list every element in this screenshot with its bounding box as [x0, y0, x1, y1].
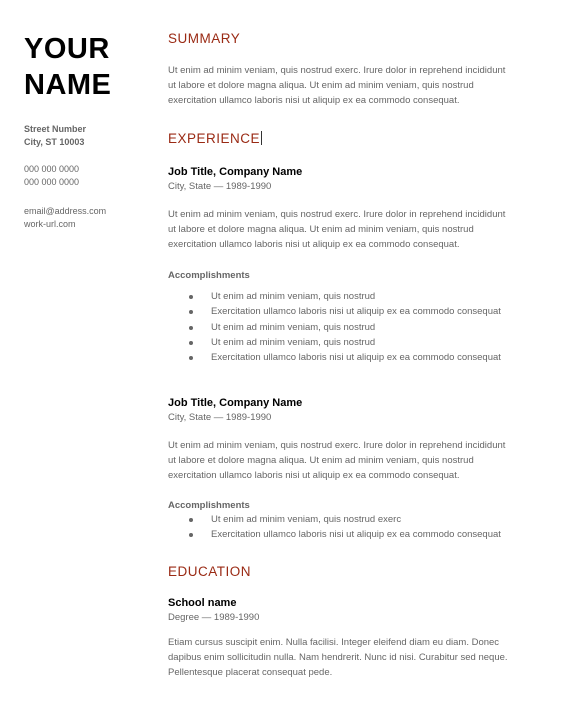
job-location-dates[interactable]: City, State — 1989-1990: [168, 181, 272, 192]
bullet-icon: [189, 356, 193, 360]
accomplishments-heading[interactable]: Accomplishments: [168, 270, 250, 281]
bullet-icon: [189, 518, 193, 522]
summary-paragraph[interactable]: [168, 63, 558, 108]
job-description[interactable]: [168, 438, 558, 483]
school-name[interactable]: School name: [168, 597, 237, 609]
name-line-1[interactable]: YOUR: [24, 33, 110, 65]
summary-heading[interactable]: SUMMARY: [168, 31, 241, 46]
job-title[interactable]: Job Title, Company Name: [168, 166, 303, 178]
list-item-text[interactable]: Exercitation ullamco laboris nisi ut aliquip ex ea commodo consequat: [211, 352, 501, 364]
phone-text[interactable]: 000 000 0000: [24, 177, 80, 187]
text-line[interactable]: ut labore et dolore magna aliqua. Ut enim ad minim veniam, quis nostrud: [168, 455, 474, 466]
address-block[interactable]: [24, 123, 86, 149]
job-description[interactable]: [168, 207, 558, 252]
accomplishments-list: [168, 289, 501, 365]
accomplishments-heading[interactable]: Accomplishments: [168, 500, 250, 511]
list-item[interactable]: [168, 335, 501, 350]
url-text[interactable]: work-url.com: [24, 219, 76, 229]
list-item[interactable]: [168, 304, 501, 319]
list-item-text[interactable]: Exercitation ullamco laboris nisi ut aliquip ex ea commodo consequat: [211, 306, 501, 318]
list-item[interactable]: [168, 289, 501, 304]
education-heading[interactable]: EDUCATION: [168, 564, 252, 579]
accomplishments-list: [168, 512, 501, 543]
experience-heading-text[interactable]: EXPERIENCE: [168, 131, 261, 146]
list-item-text[interactable]: Ut enim ad minim veniam, quis nostrud exerc: [211, 514, 402, 525]
bullet-icon: [189, 533, 193, 537]
text-line[interactable]: exercitation ullamco laboris nisi ut aliquip ex ea commodo consequat.: [168, 95, 460, 106]
text-line[interactable]: Ut enim ad minim veniam, quis nostrud exerc. Irure dolor in reprehend incididunt: [168, 209, 506, 220]
name-heading[interactable]: [24, 31, 111, 103]
contact-block[interactable]: [24, 205, 106, 231]
text-line[interactable]: exercitation ullamco laboris nisi ut aliquip ex ea commodo consequat.: [168, 470, 460, 481]
text-line[interactable]: dapibus enim sollicitudin nulla. Nam hendrerit. Nunc id nisi. Curabitur sed neque.: [168, 652, 508, 663]
bullet-icon: [189, 310, 193, 314]
degree-dates[interactable]: Degree — 1989-1990: [168, 612, 260, 623]
list-item-text[interactable]: Ut enim ad minim veniam, quis nostrud: [211, 291, 376, 302]
list-item-text[interactable]: Ut enim ad minim veniam, quis nostrud: [211, 321, 376, 333]
list-item[interactable]: [168, 320, 501, 335]
text-line[interactable]: Pellentesque placerat consequat pede.: [168, 667, 333, 678]
list-item[interactable]: [168, 512, 501, 527]
street-text[interactable]: Street Number: [24, 124, 87, 134]
bullet-icon: [189, 326, 193, 330]
text-line[interactable]: ut labore et dolore magna aliqua. Ut enim ad minim veniam, quis nostrud: [168, 224, 474, 235]
job-title[interactable]: Job Title, Company Name: [168, 397, 303, 409]
phone-text[interactable]: 000 000 0000: [24, 164, 80, 174]
list-item[interactable]: [168, 350, 501, 365]
phone-block[interactable]: [24, 163, 79, 189]
list-item-text[interactable]: Ut enim ad minim veniam, quis nostrud: [211, 336, 376, 348]
list-item[interactable]: [168, 527, 501, 542]
bullet-icon: [189, 341, 193, 345]
experience-heading[interactable]: [168, 131, 262, 146]
text-line[interactable]: Etiam cursus suscipit enim. Nulla facilisi. Integer eleifend diam eu diam. Donec: [168, 637, 500, 648]
job-location-dates[interactable]: City, State — 1989-1990: [168, 412, 272, 423]
text-line[interactable]: Ut enim ad minim veniam, quis nostrud exerc. Irure dolor in reprehend incididunt: [168, 65, 506, 76]
text-line[interactable]: exercitation ullamco laboris nisi ut aliquip ex ea commodo consequat.: [168, 239, 460, 250]
education-description[interactable]: [168, 635, 558, 680]
text-line[interactable]: ut labore et dolore magna aliqua. Ut enim ad minim veniam, quis nostrud: [168, 80, 474, 91]
bullet-icon: [189, 295, 193, 299]
name-line-2[interactable]: NAME: [24, 69, 112, 101]
text-line[interactable]: Ut enim ad minim veniam, quis nostrud exerc. Irure dolor in reprehend incididunt: [168, 440, 506, 451]
text-cursor: [261, 131, 262, 145]
email-text[interactable]: email@address.com: [24, 206, 107, 216]
list-item-text[interactable]: Exercitation ullamco laboris nisi ut aliquip ex ea commodo consequat: [211, 529, 501, 541]
city-text[interactable]: City, ST 10003: [24, 137, 85, 147]
